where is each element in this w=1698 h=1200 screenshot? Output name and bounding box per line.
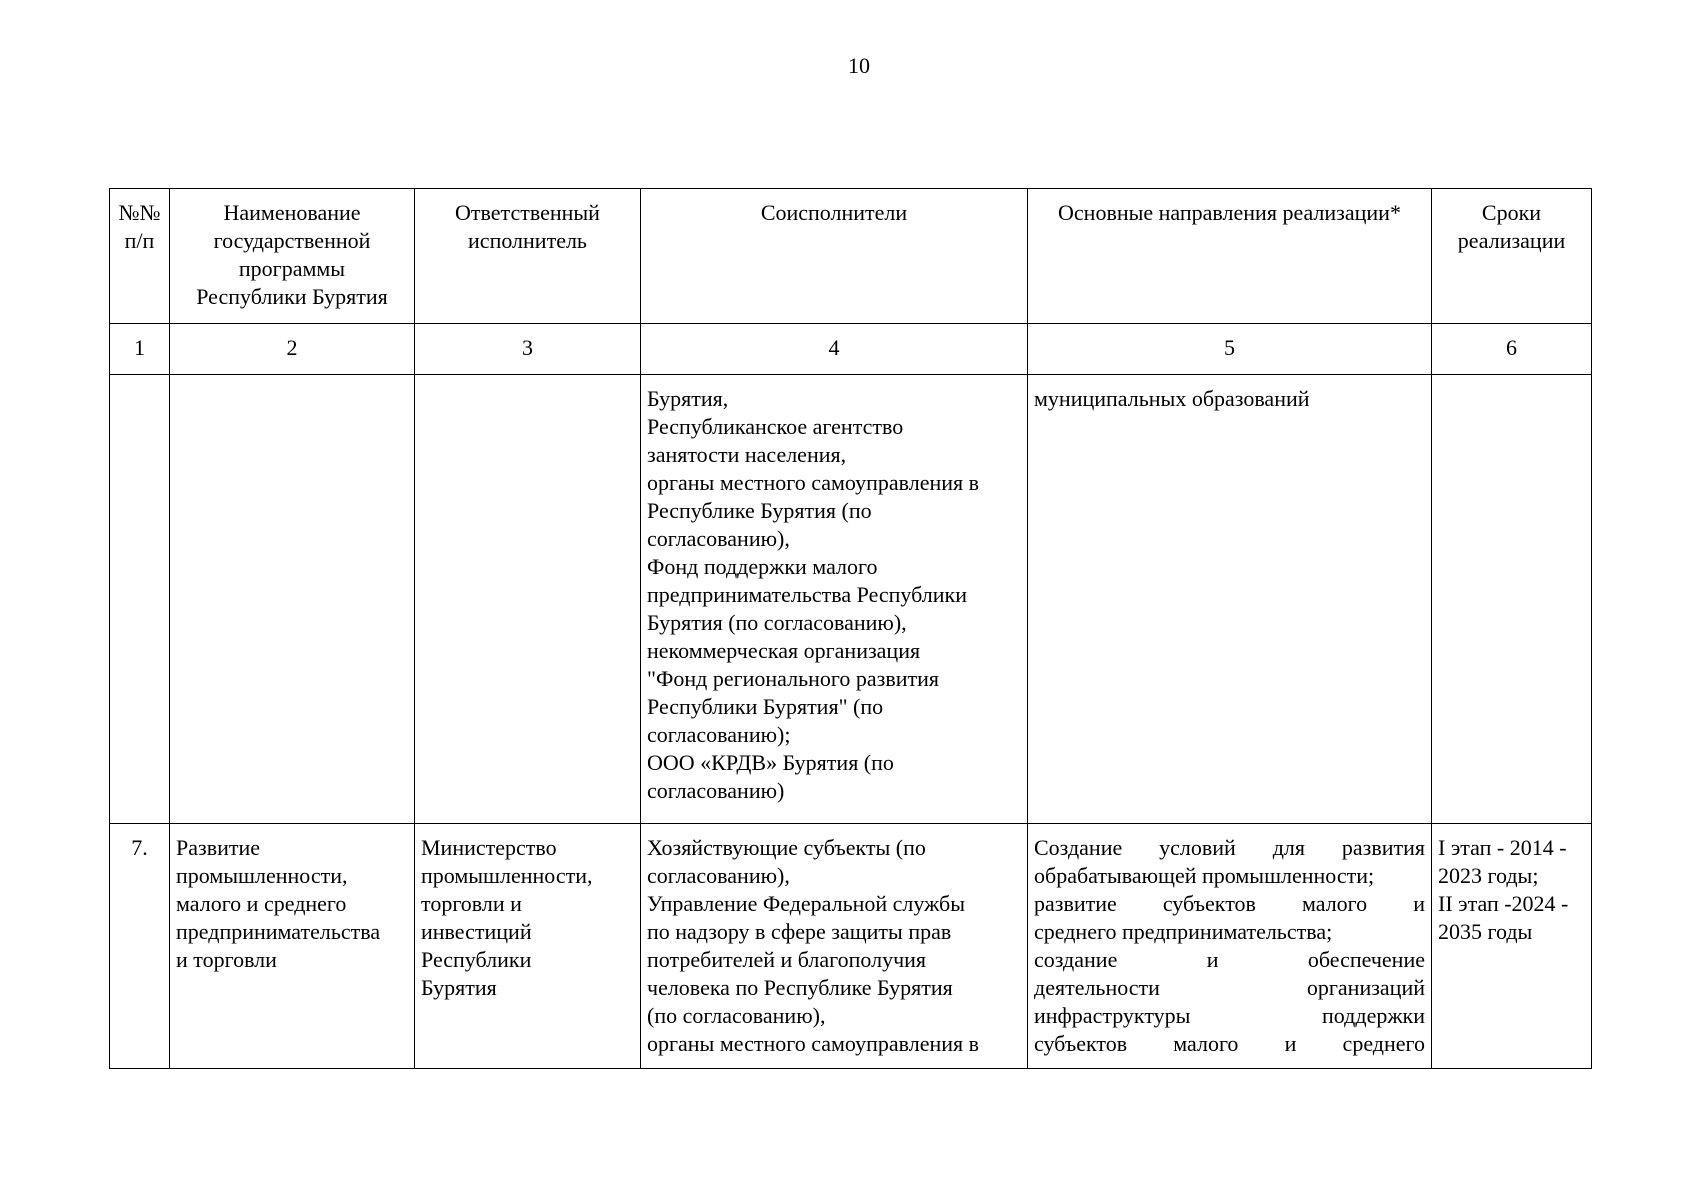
column-number: 3 bbox=[415, 324, 641, 375]
cell-line: согласованию); bbox=[647, 722, 791, 747]
cell-line: промышленности, bbox=[421, 863, 593, 888]
program-name-cell bbox=[170, 375, 415, 824]
cell-line: "Фонд регионального развития bbox=[647, 666, 940, 691]
cell-line: Бурятия bbox=[421, 975, 497, 1000]
cell-line: согласованию), bbox=[647, 526, 790, 551]
cell-line: по надзору в сфере защиты прав bbox=[647, 919, 952, 944]
cell-line: предпринимательства Республики bbox=[647, 582, 967, 607]
cell-line: некоммерческая организация bbox=[647, 638, 921, 663]
column-number: 2 bbox=[170, 324, 415, 375]
cell-line: Управление Федеральной службы bbox=[647, 891, 966, 916]
header-line: Сроки bbox=[1481, 200, 1542, 225]
cell-line: деятельности организаций bbox=[1034, 975, 1425, 1000]
cell-line: Республики Бурятия" (по bbox=[647, 694, 884, 719]
state-programs-table bbox=[109, 188, 1592, 1069]
main-directions-cell bbox=[1028, 824, 1432, 1069]
cell-line: потребителей и благополучия bbox=[647, 947, 927, 972]
cell-line: ООО «КРДВ» Бурятия (по bbox=[647, 750, 894, 775]
cell-line: торговли и bbox=[421, 891, 522, 916]
cell-line: Республике Бурятия (по bbox=[647, 498, 872, 523]
table-row bbox=[110, 375, 1592, 824]
coexecutors-cell bbox=[641, 375, 1028, 824]
program-name-cell bbox=[170, 824, 415, 1069]
cell-line: промышленности, bbox=[176, 863, 348, 888]
header-program-name bbox=[170, 189, 415, 324]
column-number: 5 bbox=[1028, 324, 1432, 375]
header-terms bbox=[1432, 189, 1592, 324]
header-main-directions bbox=[1028, 189, 1432, 324]
header-line: реализации bbox=[1457, 228, 1566, 253]
terms-cell bbox=[1432, 824, 1592, 1069]
cell-line: Бурятия, bbox=[647, 386, 729, 411]
cell-line: субъектов малого и среднего bbox=[1034, 1031, 1425, 1056]
cell-line: и торговли bbox=[176, 947, 277, 972]
column-number: 1 bbox=[110, 324, 170, 375]
column-number: 4 bbox=[641, 324, 1028, 375]
header-line: Соисполнители bbox=[760, 200, 908, 225]
cell-line: Развитие bbox=[176, 835, 261, 860]
cell-line: согласованию), bbox=[647, 863, 790, 888]
cell-line: I этап - 2014 - bbox=[1438, 835, 1567, 860]
cell-line: среднего предпринимательства; bbox=[1034, 919, 1333, 944]
cell-line: Республиканское агентство bbox=[647, 414, 904, 439]
cell-line: человека по Республике Бурятия bbox=[647, 975, 953, 1000]
table-row bbox=[110, 824, 1592, 1069]
cell-line: Республики bbox=[421, 947, 532, 972]
cell-line: 2023 годы; bbox=[1438, 863, 1539, 888]
responsible-executor-cell bbox=[415, 375, 641, 824]
cell-line: малого и среднего bbox=[176, 891, 347, 916]
cell-line: инфраструктуры поддержки bbox=[1034, 1003, 1425, 1028]
header-number bbox=[110, 189, 170, 324]
cell-line: Хозяйствующие субъекты (по bbox=[647, 835, 926, 860]
cell-line: органы местного самоуправления в bbox=[647, 1031, 980, 1056]
cell-line: создание и обеспечение bbox=[1034, 947, 1425, 972]
cell-line: развитие субъектов малого и bbox=[1034, 891, 1425, 916]
header-line: Республики Бурятия bbox=[196, 284, 388, 309]
coexecutors-cell bbox=[641, 824, 1028, 1069]
responsible-executor-cell bbox=[415, 824, 641, 1069]
cell-line: (по согласованию), bbox=[647, 1003, 826, 1028]
header-line: программы bbox=[238, 256, 346, 281]
header-line: Основные направления реализации* bbox=[1058, 200, 1401, 225]
header-line: Наименование bbox=[223, 200, 361, 225]
row-number-cell: 7. bbox=[110, 824, 170, 1069]
main-directions-cell bbox=[1028, 375, 1432, 824]
terms-cell bbox=[1432, 375, 1592, 824]
header-line: государственной bbox=[213, 228, 371, 253]
header-line: исполнитель bbox=[468, 228, 587, 253]
cell-line: II этап -2024 - bbox=[1438, 891, 1569, 916]
cell-line: согласованию) bbox=[647, 778, 785, 803]
table-header-row bbox=[110, 189, 1592, 324]
cell-line: предпринимательства bbox=[176, 919, 381, 944]
cell-line: органы местного самоуправления в bbox=[647, 470, 980, 495]
cell-line: муниципальных образований bbox=[1034, 386, 1310, 411]
cell-line: занятости населения, bbox=[647, 442, 847, 467]
page-number: 10 bbox=[848, 53, 870, 78]
cell-line: обрабатывающей промышленности; bbox=[1034, 863, 1375, 888]
cell-line: инвестиций bbox=[421, 919, 532, 944]
column-number-row bbox=[110, 324, 1592, 375]
cell-line: Бурятия (по согласованию), bbox=[647, 610, 907, 635]
cell-line: Создание условий для развития bbox=[1034, 835, 1425, 860]
header-responsible-executor bbox=[415, 189, 641, 324]
cell-line: Фонд поддержки малого bbox=[647, 554, 878, 579]
row-number-cell bbox=[110, 375, 170, 824]
column-number: 6 bbox=[1432, 324, 1592, 375]
cell-line: Министерство bbox=[421, 835, 557, 860]
header-line: п/п bbox=[124, 228, 155, 253]
header-coexecutors bbox=[641, 189, 1028, 324]
header-line: №№ bbox=[118, 200, 161, 225]
cell-line: 2035 годы bbox=[1438, 919, 1533, 944]
header-line: Ответственный bbox=[455, 200, 600, 225]
